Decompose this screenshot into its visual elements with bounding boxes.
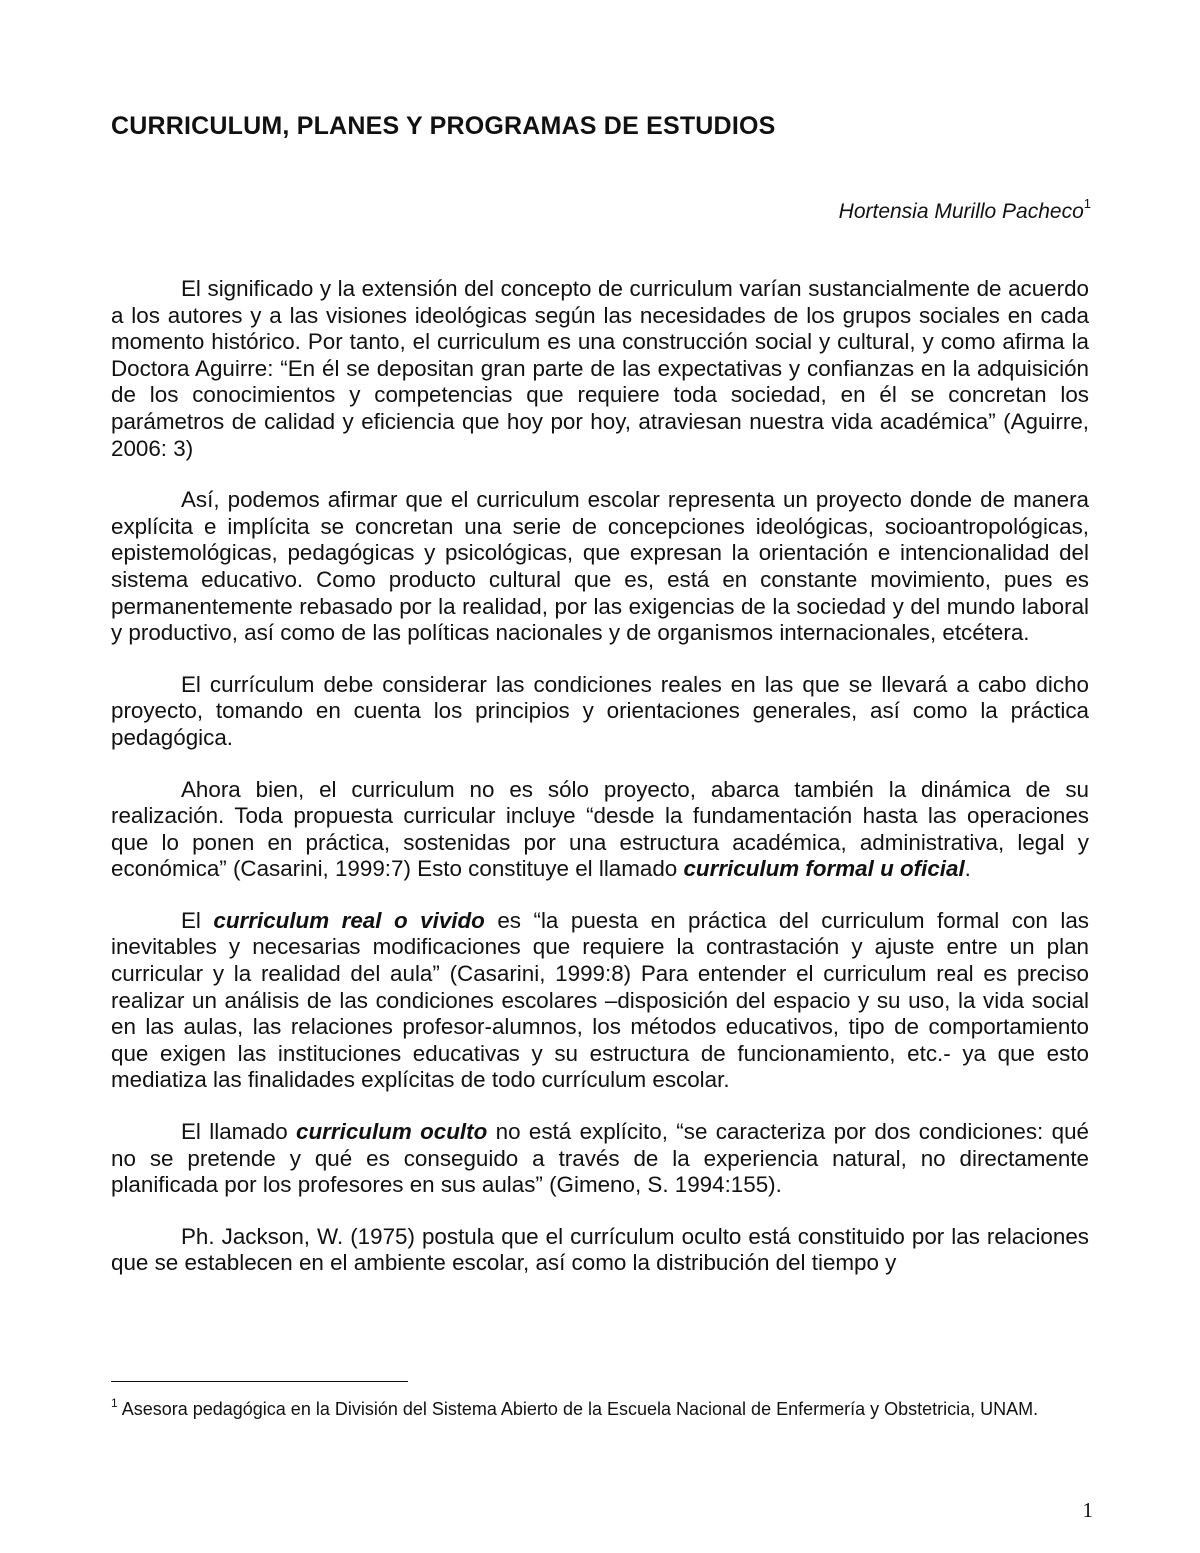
- paragraph-3: El currículum debe considerar las condiciones reales en las que se llevará a cabo dicho proyecto, tomando en cuenta los principios y orientaciones generales, así como la práctica pedagógica.: [111, 671, 1089, 750]
- paragraph-4: [111, 777, 1089, 883]
- document-title: CURRICULUM, PLANES Y PROGRAMAS DE ESTUDIOS: [111, 112, 776, 140]
- footnote-divider: [111, 1381, 408, 1382]
- paragraph-2: Así, podemos afirmar que el curriculum escolar representa un proyecto donde de manera explícita e implícita se concretan una serie de concepciones ideológicas, socioantropológicas, epistemológicas, pedagógicas y psicológicas, que expresan la orientación e intencionalidad del sistema educativo. Como producto cultural que es, está en constante movimiento, pues es permanentemente rebasado por la realidad, por las exigencias de la sociedad y del mundo laboral y productivo, así como de las políticas nacionales y de organismos internacionales, etcétera.: [111, 487, 1089, 646]
- page-number: 1: [1082, 1498, 1093, 1522]
- term-curriculum-oculto: curriculum oculto: [296, 1119, 488, 1145]
- paragraph-4-text: Ahora bien, el curriculum no es sólo proyecto, abarca también la dinámica de su realización. Toda propuesta curricular incluye “desde la fundamentación hasta las operaciones que lo ponen en práctica, sostenidas por una estructura académica, administrativa, legal y económica” (Casarini, 1999:7) Esto constituye el llamado: [111, 776, 1089, 882]
- term-curriculum-formal: curriculum formal u oficial: [683, 856, 965, 882]
- body-text: [111, 276, 1089, 1277]
- paragraph-4-end: .: [964, 856, 971, 882]
- paragraph-6-lead: El llamado: [181, 1119, 297, 1145]
- footnote-mark: 1: [111, 1396, 118, 1410]
- paragraph-5-text: es “la puesta en práctica del curriculum formal con las inevitables y necesarias modificaciones que requiere la contrastación y ajuste entre un plan curricular y la realidad del aula” (Casarini, 1999:8) Para entender el curriculum real es preciso realizar un análisis de las condiciones escolares –disposición del espacio y su uso, la vida social en las aulas, las relaciones profesor-alumnos, los métodos educativos, tipo de comportamiento que exigen las instituciones educativas y su estructura de funcionamiento, etc.- ya que esto mediatiza las finalidades explícitas de todo currículum escolar.: [111, 907, 1089, 1093]
- paragraph-6-text: no está explícito, “se caracteriza por dos condiciones: qué no se pretende y qué es conseguido a través de la experiencia natural, no directamente planificada por los profesores en sus aulas” (Gimeno, S. 1994:155).: [111, 1119, 1089, 1198]
- author-footnote-mark: 1: [1083, 196, 1091, 211]
- footnote: [111, 1393, 1089, 1421]
- paragraph-1: El significado y la extensión del concepto de curriculum varían sustancialmente de acuerdo a los autores y a las visiones ideológicas según las necesidades de los grupos sociales en cada momento histórico. Por tanto, el curriculum es una construcción social y cultural, y como afirma la Doctora Aguirre: “En él se depositan gran parte de las expectativas y confianzas en la adquisición de los conocimientos y competencias que requiere toda sociedad, en él se concretan los parámetros de calidad y eficiencia que hoy por hoy, atraviesan nuestra vida académica” (Aguirre, 2006: 3): [111, 276, 1089, 461]
- author-line: [839, 198, 1091, 224]
- footnote-text: Asesora pedagógica en la División del Sistema Abierto de la Escuela Nacional de Enfermería y Obstetricia, UNAM.: [121, 1399, 1039, 1419]
- paragraph-6: [111, 1119, 1089, 1199]
- paragraph-7: Ph. Jackson, W. (1975) postula que el currículum oculto está constituido por las relaciones que se establecen en el ambiente escolar, así como la distribución del tiempo y: [111, 1223, 1089, 1276]
- author-name: Hortensia Murillo Pacheco: [838, 200, 1084, 223]
- paragraph-5: [111, 908, 1089, 1094]
- term-curriculum-real: curriculum real o vivido: [213, 907, 485, 933]
- paragraph-5-lead: El: [181, 907, 214, 933]
